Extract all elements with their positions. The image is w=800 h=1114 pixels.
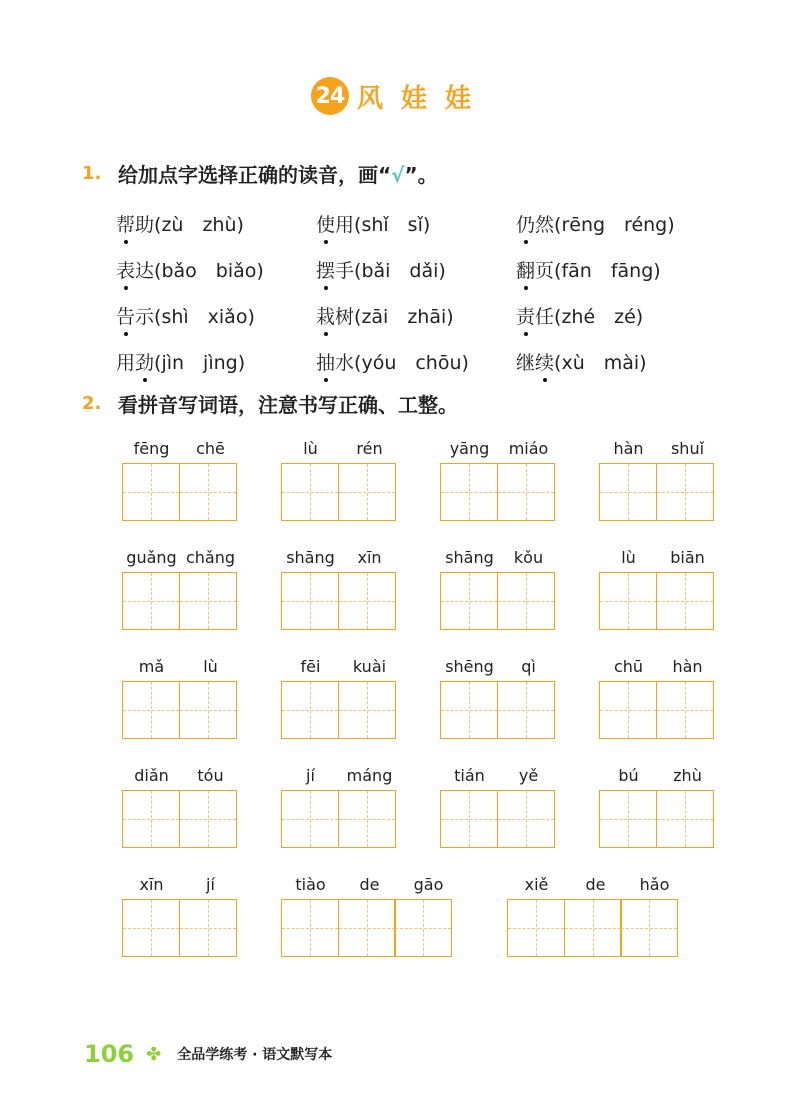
tianzige-box[interactable] bbox=[122, 572, 180, 630]
pinyin-syllable: tián bbox=[454, 765, 485, 785]
pinyin-syllable: fēi bbox=[300, 656, 321, 676]
pinyin-syllable: shuǐ bbox=[670, 438, 705, 458]
word-char: 用 bbox=[116, 351, 136, 374]
pinyin-syllable: lù bbox=[621, 547, 636, 567]
tianzige-box[interactable] bbox=[179, 899, 237, 957]
pinyin-options[interactable]: (zāi zhāi) bbox=[354, 305, 454, 328]
pinyin-label bbox=[440, 763, 558, 787]
writing-boxes bbox=[122, 681, 240, 739]
pinyin-options[interactable]: (zù zhù) bbox=[154, 213, 244, 236]
tianzige-box[interactable] bbox=[656, 572, 714, 630]
writing-boxes bbox=[440, 681, 558, 739]
tianzige-box[interactable] bbox=[179, 572, 237, 630]
pinyin-syllable: hàn bbox=[672, 656, 703, 676]
pinyin-label bbox=[599, 763, 717, 787]
pinyin-label bbox=[440, 545, 558, 569]
word-exercise bbox=[440, 654, 558, 739]
tianzige-box[interactable] bbox=[656, 790, 714, 848]
writing-boxes bbox=[281, 681, 399, 739]
pinyin-syllable: qì bbox=[521, 656, 536, 676]
pinyin-syllable: shēng bbox=[445, 656, 494, 676]
writing-boxes bbox=[281, 572, 399, 630]
pinyin-options[interactable]: (bǎi dǎi) bbox=[354, 259, 446, 282]
tianzige-box[interactable] bbox=[497, 463, 555, 521]
pinyin-options[interactable]: (jìn jìng) bbox=[154, 351, 246, 374]
word-char: 手 bbox=[335, 259, 355, 282]
tianzige-box[interactable] bbox=[179, 790, 237, 848]
question-1-instruction: 给加点字选择正确的读音，画“√”。 bbox=[118, 162, 438, 187]
pinyin-syllable: diǎn bbox=[134, 765, 169, 785]
word-exercise bbox=[599, 763, 717, 848]
word-exercise bbox=[440, 763, 558, 848]
word-char: 水 bbox=[335, 351, 355, 374]
tianzige-box[interactable] bbox=[599, 681, 657, 739]
pinyin-label bbox=[122, 436, 240, 460]
clover-icon: ✤ bbox=[146, 1043, 162, 1065]
question-1-number: 1. bbox=[82, 162, 102, 184]
pinyin-syllable: kǒu bbox=[513, 547, 544, 567]
tianzige-box[interactable] bbox=[394, 899, 452, 957]
tianzige-box[interactable] bbox=[440, 681, 498, 739]
pinyin-syllable: mǎ bbox=[138, 656, 165, 676]
pinyin-syllable: de bbox=[585, 874, 606, 894]
tianzige-box[interactable] bbox=[440, 463, 498, 521]
tianzige-box[interactable] bbox=[599, 572, 657, 630]
tianzige-box[interactable] bbox=[599, 790, 657, 848]
writing-boxes bbox=[122, 572, 240, 630]
dotted-char: 告 bbox=[116, 302, 135, 329]
pinyin-syllable: hǎo bbox=[639, 874, 670, 894]
pinyin-label bbox=[281, 436, 399, 460]
pinyin-options[interactable]: (fān fāng) bbox=[554, 259, 661, 282]
word-exercise bbox=[281, 654, 399, 739]
tianzige-box[interactable] bbox=[122, 463, 180, 521]
pinyin-syllable: xiě bbox=[524, 874, 549, 894]
pinyin-options[interactable]: (yóu chōu) bbox=[354, 351, 469, 374]
pinyin-label bbox=[122, 872, 240, 896]
tianzige-box[interactable] bbox=[338, 899, 396, 957]
tianzige-box[interactable] bbox=[497, 681, 555, 739]
pinyin-label bbox=[122, 763, 240, 787]
tianzige-box[interactable] bbox=[564, 899, 622, 957]
pinyin-syllable: jí bbox=[306, 765, 315, 785]
tianzige-box[interactable] bbox=[281, 790, 339, 848]
tianzige-box[interactable] bbox=[620, 899, 678, 957]
dotted-char: 责 bbox=[516, 302, 535, 329]
pinyin-syllable: chū bbox=[613, 656, 644, 676]
writing-boxes bbox=[122, 463, 240, 521]
pinyin-syllable: xīn bbox=[357, 547, 382, 567]
word-exercise bbox=[281, 436, 399, 521]
pinyin-syllable: biān bbox=[670, 547, 705, 567]
pinyin-label bbox=[122, 545, 240, 569]
word-exercise bbox=[281, 872, 458, 957]
pinyin-syllable: xīn bbox=[139, 874, 164, 894]
tianzige-box[interactable] bbox=[656, 681, 714, 739]
tianzige-box[interactable] bbox=[338, 790, 396, 848]
lesson-number-badge: 24 bbox=[311, 77, 349, 115]
word-char: 达 bbox=[135, 259, 155, 282]
tianzige-box[interactable] bbox=[338, 681, 396, 739]
pinyin-syllable: gāo bbox=[413, 874, 444, 894]
dotted-char: 使 bbox=[316, 210, 335, 237]
pinyin-options[interactable]: (rēng réng) bbox=[554, 213, 675, 236]
dotted-char: 摆 bbox=[316, 256, 335, 283]
pinyin-syllable: zhù bbox=[673, 765, 702, 785]
question-2-number: 2. bbox=[82, 392, 102, 414]
tianzige-box[interactable] bbox=[338, 463, 396, 521]
pinyin-options[interactable]: (shǐ sǐ) bbox=[354, 213, 431, 236]
word-exercise bbox=[122, 436, 240, 521]
tianzige-box[interactable] bbox=[338, 572, 396, 630]
tianzige-box[interactable] bbox=[497, 790, 555, 848]
pinyin-syllable: hàn bbox=[613, 438, 644, 458]
pinyin-label bbox=[122, 654, 240, 678]
word-exercise bbox=[122, 654, 240, 739]
pinyin-syllable: de bbox=[359, 874, 380, 894]
writing-boxes bbox=[507, 899, 684, 957]
dotted-char: 劲 bbox=[135, 348, 154, 375]
writing-boxes bbox=[440, 790, 558, 848]
pinyin-syllable: rén bbox=[356, 438, 383, 458]
check-mark: √ bbox=[391, 162, 405, 187]
dotted-char: 表 bbox=[116, 256, 135, 283]
pinyin-syllable: máng bbox=[346, 765, 393, 785]
word-char: 页 bbox=[535, 259, 555, 282]
word-exercise bbox=[599, 654, 717, 739]
word-char: 然 bbox=[535, 213, 555, 236]
word-exercise bbox=[440, 545, 558, 630]
tianzige-box[interactable] bbox=[122, 681, 180, 739]
word-exercise bbox=[281, 763, 399, 848]
page-footer bbox=[84, 1038, 332, 1070]
word-exercise bbox=[440, 436, 558, 521]
writing-boxes bbox=[599, 681, 717, 739]
writing-boxes bbox=[281, 463, 399, 521]
dotted-char: 抽 bbox=[316, 348, 335, 375]
pinyin-options[interactable]: (bǎo biǎo) bbox=[154, 259, 264, 282]
tianzige-box[interactable] bbox=[281, 463, 339, 521]
word-exercise bbox=[122, 763, 240, 848]
tianzige-box[interactable] bbox=[122, 790, 180, 848]
tianzige-box[interactable] bbox=[179, 463, 237, 521]
pinyin-syllable: shāng bbox=[445, 547, 494, 567]
pinyin-syllable: miáo bbox=[508, 438, 549, 458]
word-char: 任 bbox=[535, 305, 555, 328]
dotted-char: 栽 bbox=[316, 302, 335, 329]
pinyin-label bbox=[599, 545, 717, 569]
pinyin-label bbox=[281, 872, 458, 896]
writing-boxes bbox=[122, 790, 240, 848]
pinyin-options[interactable]: (xù mài) bbox=[554, 351, 647, 374]
word-exercise bbox=[122, 872, 240, 957]
writing-boxes bbox=[599, 790, 717, 848]
pinyin-syllable: chǎng bbox=[185, 547, 236, 567]
pinyin-label bbox=[599, 436, 717, 460]
pinyin-syllable: guǎng bbox=[126, 547, 177, 567]
word-char: 示 bbox=[135, 305, 155, 328]
pinyin-syllable: tóu bbox=[197, 765, 224, 785]
page-number: 106 bbox=[84, 1040, 135, 1068]
word-exercise bbox=[507, 872, 684, 957]
tianzige-box[interactable] bbox=[122, 899, 180, 957]
pinyin-label bbox=[281, 763, 399, 787]
question-2-instruction: 看拼音写词语，注意书写正确、工整。 bbox=[118, 392, 458, 417]
writing-boxes bbox=[599, 463, 717, 521]
pinyin-syllable: bú bbox=[618, 765, 639, 785]
pinyin-options[interactable]: (zhé zé) bbox=[554, 305, 644, 328]
pinyin-syllable: shāng bbox=[286, 547, 335, 567]
pinyin-syllable: lù bbox=[303, 438, 318, 458]
tianzige-box[interactable] bbox=[281, 899, 339, 957]
tianzige-box[interactable] bbox=[179, 681, 237, 739]
word-exercise bbox=[281, 545, 399, 630]
writing-boxes bbox=[281, 790, 399, 848]
writing-boxes bbox=[440, 572, 558, 630]
writing-boxes bbox=[122, 899, 240, 957]
tianzige-box[interactable] bbox=[507, 899, 565, 957]
dotted-char: 续 bbox=[535, 348, 554, 375]
writing-boxes bbox=[281, 899, 458, 957]
pinyin-syllable: tiào bbox=[295, 874, 326, 894]
pinyin-syllable: yě bbox=[518, 765, 539, 785]
tianzige-box[interactable] bbox=[440, 572, 498, 630]
pinyin-label bbox=[507, 872, 684, 896]
pinyin-options[interactable]: (shì xiǎo) bbox=[154, 305, 255, 328]
lesson-title: 风娃娃 bbox=[356, 83, 489, 114]
pinyin-syllable: jí bbox=[206, 874, 215, 894]
writing-boxes bbox=[440, 463, 558, 521]
dotted-char: 翻 bbox=[516, 256, 535, 283]
word-char: 用 bbox=[335, 213, 355, 236]
pinyin-label bbox=[599, 654, 717, 678]
tianzige-box[interactable] bbox=[497, 572, 555, 630]
pinyin-syllable: fēng bbox=[133, 438, 170, 458]
word-char: 树 bbox=[335, 305, 355, 328]
pinyin-label bbox=[440, 654, 558, 678]
tianzige-box[interactable] bbox=[599, 463, 657, 521]
pinyin-syllable: lù bbox=[203, 656, 218, 676]
pinyin-label bbox=[440, 436, 558, 460]
pinyin-syllable: chē bbox=[196, 438, 225, 458]
word-char: 继 bbox=[516, 351, 536, 374]
pinyin-syllable: yāng bbox=[449, 438, 490, 458]
book-title: 全品学练考 · 语文默写本 bbox=[177, 1047, 333, 1063]
pinyin-syllable: kuài bbox=[352, 656, 387, 676]
writing-boxes bbox=[599, 572, 717, 630]
word-exercise bbox=[599, 436, 717, 521]
pinyin-label bbox=[281, 654, 399, 678]
dotted-char: 仍 bbox=[516, 210, 535, 237]
pinyin-label bbox=[281, 545, 399, 569]
tianzige-box[interactable] bbox=[281, 681, 339, 739]
word-char: 助 bbox=[135, 213, 155, 236]
tianzige-box[interactable] bbox=[656, 463, 714, 521]
word-exercise bbox=[599, 545, 717, 630]
tianzige-box[interactable] bbox=[440, 790, 498, 848]
word-exercise bbox=[122, 545, 240, 630]
tianzige-box[interactable] bbox=[281, 572, 339, 630]
dotted-char: 帮 bbox=[116, 210, 135, 237]
